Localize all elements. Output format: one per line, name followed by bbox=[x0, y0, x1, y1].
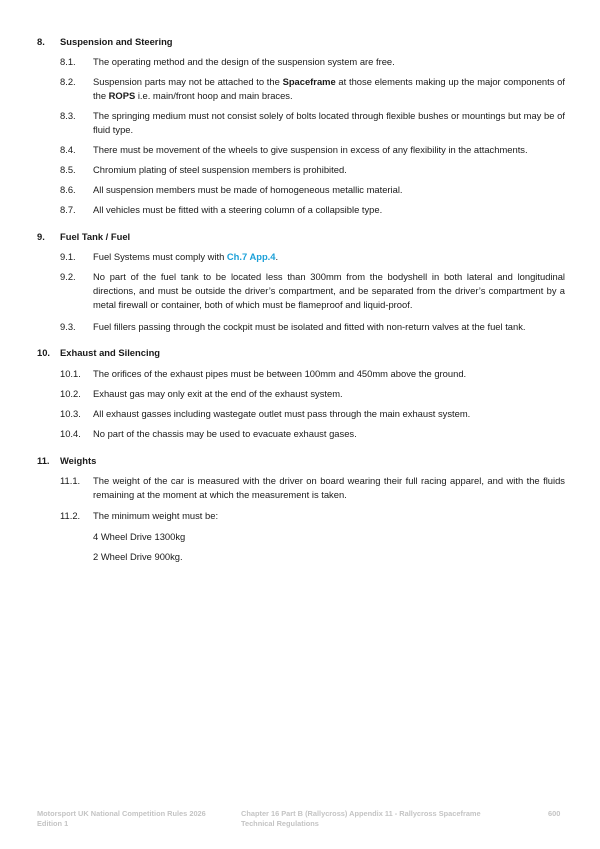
clause bbox=[60, 407, 565, 421]
clause-number: 9.3. bbox=[60, 321, 76, 332]
clause bbox=[60, 143, 565, 157]
clause-text: The orifices of the exhaust pipes must be between 100mm and 450mm above the ground. bbox=[93, 368, 467, 379]
section-number: 9. bbox=[37, 231, 45, 242]
clause-text: No part of the fuel tank to be located less than 300mm from the bodyshell in both lateral and longitudinal directions, and must be outside the driver’s compartment, and be separated from the driver’s compartment by a metal firewall or container, both of which must be flameproof and liquid-proof. bbox=[93, 271, 565, 310]
section-number: 11. bbox=[37, 455, 50, 466]
footer-chapter-line1: Chapter 16 Part B (Rallycross) Appendix 11 - Rallycross Spaceframe bbox=[241, 809, 481, 818]
clause-number: 11.1. bbox=[60, 475, 81, 486]
section-heading bbox=[37, 36, 173, 48]
minimum-weight-2wd: 2 Wheel Drive 900kg. bbox=[93, 551, 183, 562]
clause-text: The springing medium must not consist solely of bolts located through flexible bushes or mountings but may be of fluid type. bbox=[93, 110, 565, 135]
clause-text: Fuel Systems must comply with Ch.7 App.4. bbox=[93, 251, 279, 262]
clause-number: 10.4. bbox=[60, 428, 81, 439]
clause-number: 8.5. bbox=[60, 164, 76, 175]
clause bbox=[60, 75, 565, 103]
clause bbox=[60, 427, 565, 441]
clause bbox=[60, 509, 565, 523]
section-title: Exhaust and Silencing bbox=[60, 347, 161, 358]
clause-text: No part of the chassis may be used to evacuate exhaust gases. bbox=[93, 428, 357, 439]
clause-number: 8.2. bbox=[60, 76, 76, 87]
clause-text: The minimum weight must be: bbox=[93, 510, 219, 521]
clause-text: The operating method and the design of the suspension system are free. bbox=[93, 56, 395, 67]
clause bbox=[60, 203, 565, 217]
clause-number: 8.3. bbox=[60, 110, 76, 121]
clause-number: 11.2. bbox=[60, 510, 81, 521]
clause-number: 9.2. bbox=[60, 271, 76, 282]
clause-text: Exhaust gas may only exit at the end of the exhaust system. bbox=[93, 388, 343, 399]
footer-title: Motorsport UK National Competition Rules 2026 bbox=[37, 809, 206, 818]
defined-term: Spaceframe bbox=[282, 76, 336, 87]
section-heading bbox=[37, 231, 130, 243]
clause bbox=[60, 387, 565, 401]
clause-number: 10.3. bbox=[60, 408, 81, 419]
clause-text: Chromium plating of steel suspension members is prohibited. bbox=[93, 164, 347, 175]
section-title: Suspension and Steering bbox=[60, 36, 173, 47]
clause-number: 10.2. bbox=[60, 388, 81, 399]
section-title: Fuel Tank / Fuel bbox=[60, 231, 131, 242]
clause bbox=[60, 367, 565, 381]
clause-text: All vehicles must be fitted with a steering column of a collapsible type. bbox=[93, 204, 383, 215]
clause bbox=[60, 55, 565, 69]
clause-text: There must be movement of the wheels to give suspension in excess of any flexibility in the attachments. bbox=[93, 144, 528, 155]
clause-text: The weight of the car is measured with the driver on board wearing their full racing apparel, and with the fluids remaining at the moment at which the measurement is taken. bbox=[93, 475, 565, 500]
clause bbox=[60, 270, 565, 312]
section-number: 10. bbox=[37, 347, 51, 358]
clause-number: 8.7. bbox=[60, 204, 76, 215]
footer-chapter-line2: Technical Regulations bbox=[241, 819, 319, 828]
clause-number: 8.1. bbox=[60, 56, 76, 67]
clause-number: 8.6. bbox=[60, 184, 76, 195]
footer-edition: Edition 1 bbox=[37, 819, 69, 828]
clause bbox=[60, 109, 565, 137]
footer-chapter bbox=[241, 809, 481, 829]
clause-number: 8.4. bbox=[60, 144, 76, 155]
minimum-weight-4wd: 4 Wheel Drive 1300kg bbox=[93, 531, 186, 542]
clause-text: Fuel fillers passing through the cockpit must be isolated and fitted with non-return valves at the fuel tank. bbox=[93, 321, 526, 332]
section-title: Weights bbox=[60, 455, 97, 466]
clause-number: 10.1. bbox=[60, 368, 81, 379]
clause bbox=[60, 320, 565, 334]
clause bbox=[60, 250, 565, 264]
defined-term: ROPS bbox=[108, 90, 136, 101]
clause-text: All suspension members must be made of homogeneous metallic material. bbox=[93, 184, 403, 195]
clause bbox=[60, 474, 565, 502]
section-heading bbox=[37, 455, 96, 467]
page-number: 600 bbox=[548, 809, 561, 818]
section-number: 8. bbox=[37, 36, 45, 47]
footer-publication bbox=[37, 809, 206, 829]
clause-number: 9.1. bbox=[60, 251, 76, 262]
clause bbox=[60, 163, 565, 177]
section-heading bbox=[37, 347, 160, 359]
clause-text: All exhaust gasses including wastegate outlet must pass through the main exhaust system. bbox=[93, 408, 471, 419]
clause-text: Suspension parts may not be attached to the Spaceframe at those elements making up the major components of the ROPS i.e. main/front hoop and main braces. bbox=[93, 76, 565, 101]
clause bbox=[60, 183, 565, 197]
chapter-reference-link[interactable]: Ch.7 App.4 bbox=[226, 251, 276, 262]
